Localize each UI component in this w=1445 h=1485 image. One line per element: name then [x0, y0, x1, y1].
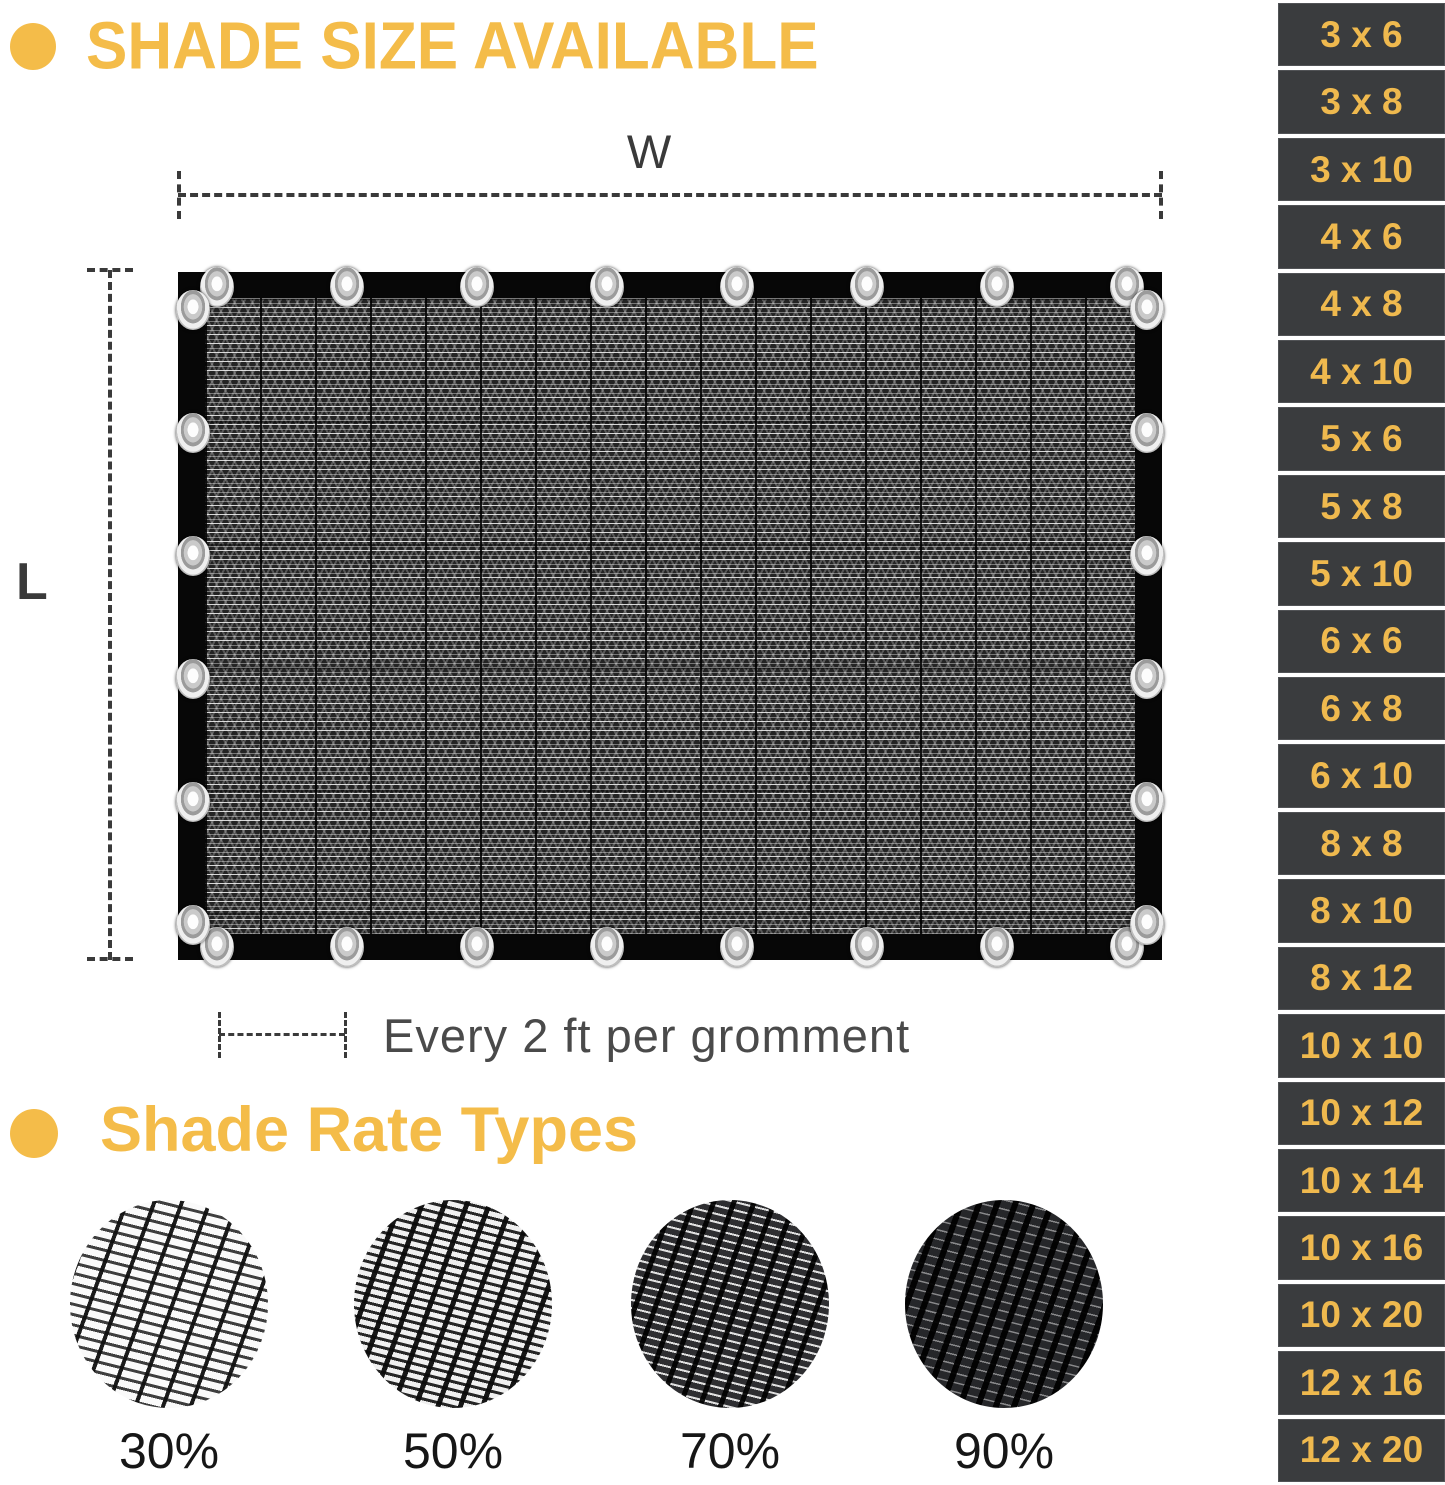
grommet	[980, 927, 1014, 967]
size-option: 8 x 12	[1278, 947, 1445, 1010]
grommet	[980, 267, 1014, 307]
width-dimension-tick-right	[1159, 171, 1163, 219]
grommet	[460, 267, 494, 307]
grommet	[850, 267, 884, 307]
grommet	[1130, 290, 1164, 330]
size-option: 3 x 6	[1278, 3, 1445, 66]
grommet	[176, 290, 210, 330]
grommet	[720, 267, 754, 307]
size-option: 4 x 6	[1278, 205, 1445, 268]
shade-rate-swatch	[631, 1200, 829, 1408]
shade-rate-swatch	[70, 1200, 268, 1408]
grommet	[1130, 782, 1164, 822]
size-option: 6 x 6	[1278, 610, 1445, 673]
size-option: 12 x 16	[1278, 1351, 1445, 1414]
grommet	[330, 927, 364, 967]
shade-rate-swatch	[905, 1200, 1103, 1408]
shade-rate-label: 70%	[679, 1423, 781, 1479]
shade-rate-label: 90%	[953, 1423, 1055, 1479]
length-dimension-line	[108, 270, 112, 960]
bullet-icon	[10, 1109, 58, 1158]
grommet	[850, 927, 884, 967]
mesh-texture	[205, 298, 1135, 934]
grommet	[720, 927, 754, 967]
size-option: 5 x 6	[1278, 407, 1445, 470]
size-option: 5 x 8	[1278, 475, 1445, 538]
shade-rate-item	[903, 1200, 1105, 1480]
size-option: 8 x 10	[1278, 879, 1445, 942]
grommet-spacing-note: Every 2 ft per gromment	[383, 1009, 911, 1062]
grommet	[1130, 536, 1164, 576]
size-option: 5 x 10	[1278, 542, 1445, 605]
size-option: 10 x 10	[1278, 1014, 1445, 1077]
grommet-spacing-line	[219, 1033, 345, 1036]
width-dimension-line	[178, 193, 1162, 197]
shade-rate-item	[68, 1200, 270, 1480]
grommet	[1130, 905, 1164, 945]
grommet	[590, 267, 624, 307]
shade-rate-item	[352, 1200, 554, 1480]
width-dimension-tick-left	[177, 171, 181, 219]
shade-net-diagram	[178, 272, 1162, 960]
size-option: 6 x 8	[1278, 677, 1445, 740]
length-dimension-label: L	[16, 553, 48, 611]
grommet	[176, 905, 210, 945]
bullet-icon	[10, 23, 56, 70]
size-option: 4 x 10	[1278, 340, 1445, 403]
grommet	[176, 782, 210, 822]
size-option: 8 x 8	[1278, 812, 1445, 875]
grommet	[176, 659, 210, 699]
grommet	[176, 536, 210, 576]
shade-rate-label: 30%	[118, 1423, 220, 1479]
grommet	[460, 927, 494, 967]
grommet	[176, 413, 210, 453]
grommet	[1130, 413, 1164, 453]
size-option: 10 x 14	[1278, 1149, 1445, 1212]
length-dimension-tick-bottom	[87, 957, 133, 961]
shade-rate-swatch	[354, 1200, 552, 1408]
page-title: SHADE SIZE AVAILABLE	[86, 9, 819, 84]
shade-rate-section-title: Shade Rate Types	[100, 1095, 639, 1165]
size-option: 10 x 12	[1278, 1082, 1445, 1145]
size-option: 10 x 16	[1278, 1216, 1445, 1279]
size-option: 3 x 8	[1278, 70, 1445, 133]
grommet	[330, 267, 364, 307]
size-option: 12 x 20	[1278, 1419, 1445, 1482]
size-option: 4 x 8	[1278, 273, 1445, 336]
size-option: 3 x 10	[1278, 138, 1445, 201]
size-list	[1278, 0, 1445, 1485]
length-dimension-tick-top	[87, 268, 133, 272]
grommet	[1130, 659, 1164, 699]
size-option: 10 x 20	[1278, 1284, 1445, 1347]
shade-rate-item	[629, 1200, 831, 1480]
size-option: 6 x 10	[1278, 744, 1445, 807]
grommet	[590, 927, 624, 967]
width-dimension-label: W	[626, 125, 672, 178]
shade-rate-label: 50%	[402, 1423, 504, 1479]
